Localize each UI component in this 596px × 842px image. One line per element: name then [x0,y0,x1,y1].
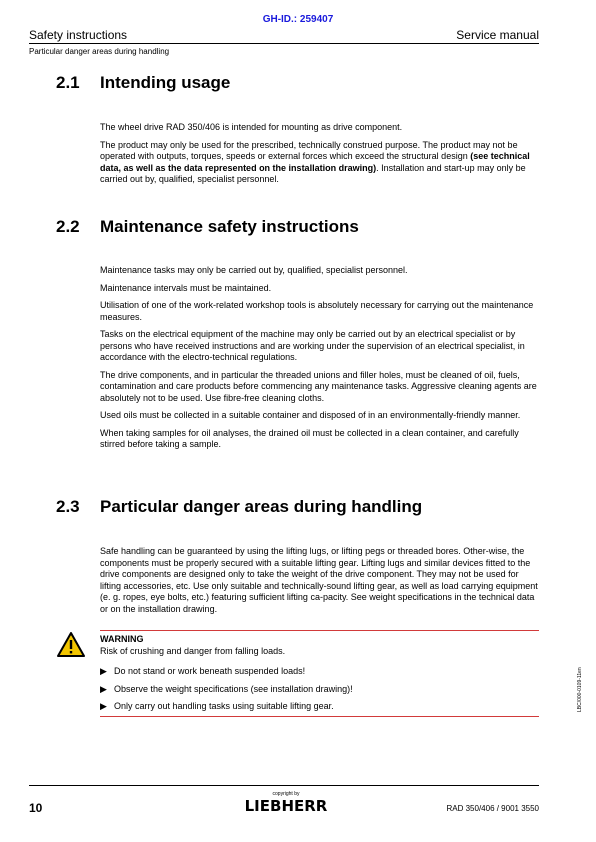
document-code: LBC/000-0109-11en [577,667,583,712]
warning-bullet: ▶ Observe the weight specifications (see installation drawing)! [100,684,353,694]
paragraph: Safe handling can be guaranteed by using the lifting lugs, or lifting pegs or threaded bores. Other-wise, the components must be properly secured with a suitable lifting gear. Lifting lugs and similar devices fitted to the drive components are designed only to take the weight of the drive component. They may not be used for lifting accessories, etc. Use only suitable and technically-sound lifting gear, as well as load carrying equipment (e. g. ropes, eye bolts, etc.) featuring sufficient lifting ca-pacity. See weight specifications in the technical data or on the installation drawing. [100,546,538,614]
paragraph: When taking samples for oil analyses, the drained oil must be collected in a clean container, and carefully stirred before taking a sample. [100,427,519,449]
paragraph: The drive components, and in particular the threaded unions and filler holes, must be cleaned of oil, fuels, contamination and care products before commencing any maintenance tasks. Aggressive cleaning agents are absolutely not to be used. Use fibre-free cleaning cloths. [100,369,537,403]
paragraph: The product may only be used for the prescribed, technically construed purpose. The product may not be operated with outputs, torques, speeds or external forces which exceed the structural design (see technical data, as well as the data represented on the installation drawing). Installation and start-up may only be carried out by, qualified, specialist personnel. [100,139,530,184]
header-manual-type: Service manual [456,28,539,42]
paragraph: The wheel drive RAD 350/406 is intended for mounting as drive component. [100,122,403,132]
header-subtitle: Particular danger areas during handling [29,47,170,56]
bullet-arrow-icon: ▶ [100,701,107,711]
section-body [100,546,540,621]
copyright-text: copyright by [272,791,300,797]
warning-bullet: ▶ Do not stand or work beneath suspended loads! [100,666,306,676]
section-number: 2.3 [56,497,80,516]
warning-bullet: ▶ Only carry out handling tasks using suitable lifting gear. [100,701,334,711]
gh-id: GH-ID.: 259407 [262,14,334,25]
section-title: Intending usage [100,73,231,92]
section-title: Particular danger areas during handling [100,497,423,516]
paragraph: Utilisation of one of the work-related workshop tools is absolutely necessary for carrying out the maintenance measures. [100,300,534,322]
paragraph: Used oils must be collected in a suitable container and disposed of in an environmentally-friendly manner. [100,410,521,420]
warning-title: WARNING [100,634,144,644]
bullet-arrow-icon: ▶ [100,666,107,676]
section-title: Maintenance safety instructions [100,217,359,236]
warning-text: Risk of crushing and danger from falling loads. [100,646,286,656]
header-divider [29,43,539,44]
page-number: 10 [29,801,43,815]
liebherr-logo: LIEBHERR [244,797,328,815]
warning-triangle-icon [56,631,86,659]
bullet-arrow-icon: ▶ [100,684,107,694]
section-number: 2.2 [56,217,80,236]
footer-document-id: RAD 350/406 / 9001 3550 [446,804,539,813]
warning-divider-top [100,630,539,631]
footer-divider [29,785,539,786]
header-chapter: Safety instructions [29,28,128,42]
paragraph: Maintenance intervals must be maintained. [100,282,272,293]
paragraph: Maintenance tasks may only be carried out by, qualified, specialist personnel. [100,265,408,275]
section-number: 2.1 [56,73,80,92]
section-body [100,265,540,457]
warning-divider-bottom [100,716,539,717]
paragraph: Tasks on the electrical equipment of the machine may only be carried out by an electrical specialist or by persons who have received instructions and are working under the supervision of an electrical specialist, in accordance with the electro-technical regulations. [100,329,525,362]
section-body [100,122,540,192]
